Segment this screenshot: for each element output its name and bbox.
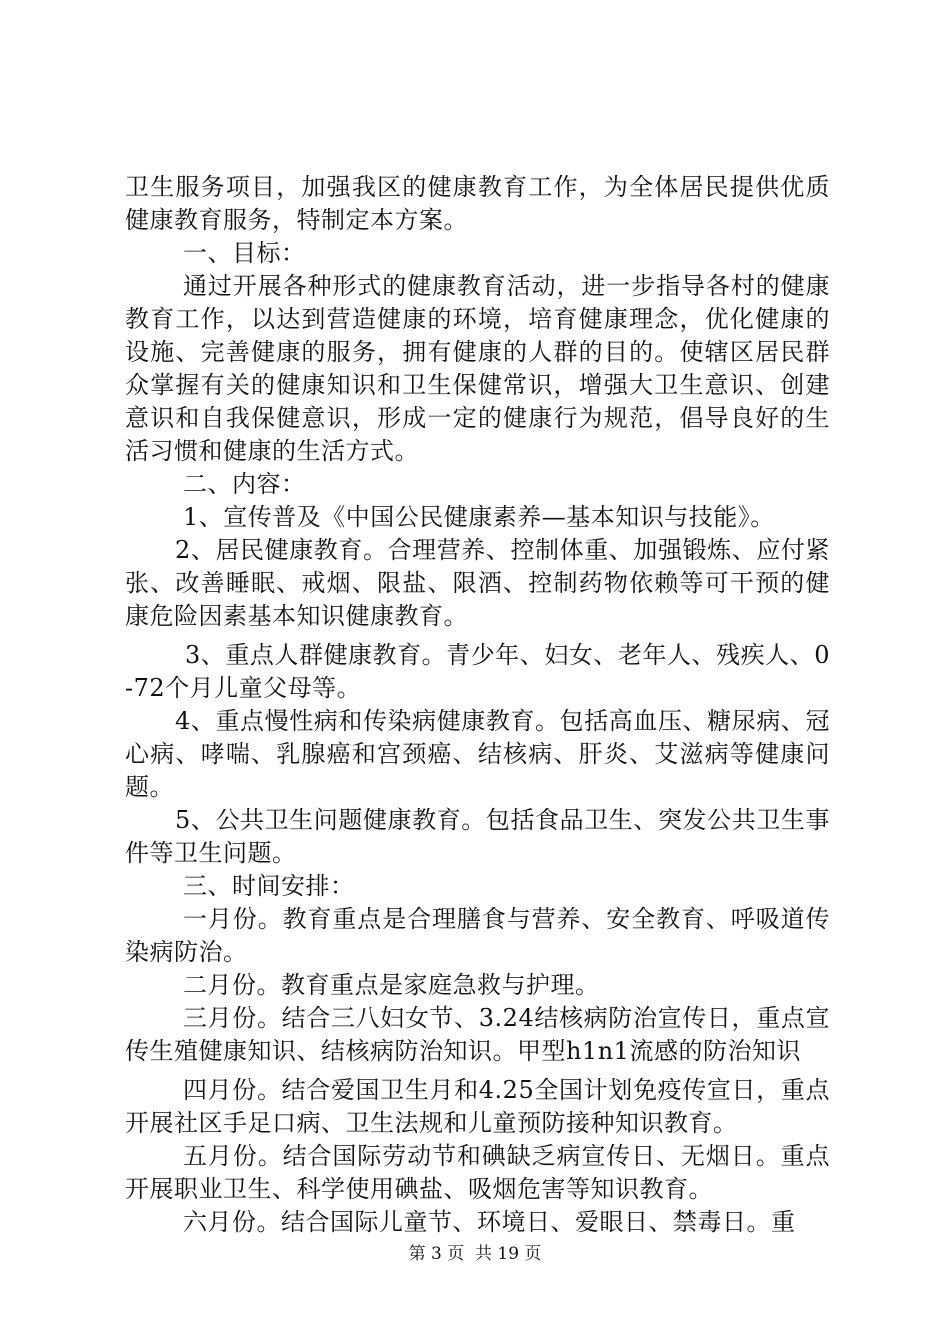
schedule-april: 四月份。结合爱国卫生月和4.25全国计划免疫传宣日，重点开展社区手足口病、卫生法规和儿童预防接种知识教育。 [125,1076,830,1137]
content-item-4: 4、重点慢性病和传染病健康教育。包括高血压、糖尿病、冠心病、哮喘、乳腺癌和宫颈癌、结核病、肝炎、艾滋病等健康问题。 [125,707,830,801]
heading-goals: 一、目标： [183,239,306,267]
page-number-label: 第 3 页 共 19 页 [408,1244,542,1264]
paragraph-intro: 卫生服务项目，加强我区的健康教育工作，为全体居民提供优质健康教育服务，特制定本方案。 [125,173,830,234]
schedule-february: 二月份。教育重点是家庭急救与护理。 [183,971,600,999]
content-item-3: 3、重点人群健康教育。青少年、妇女、老年人、残疾人、0-72个月儿童父母等。 [125,641,830,702]
schedule-march: 三月份。结合三八妇女节、3.24结核病防治宣传日，重点宣传生殖健康知识、结核病防治知识。甲型h1n1流感的防治知识 [125,1004,830,1065]
document-body [125,171,830,1239]
content-item-1: 1、宣传普及《中国公民健康素养—基本知识与技能》。 [183,503,775,531]
schedule-may: 五月份。结合国际劳动节和碘缺乏病宣传日、无烟日。重点开展职业卫生、科学使用碘盐、吸烟危害等知识教育。 [125,1142,830,1203]
heading-content: 二、内容： [183,470,306,498]
content-item-5: 5、公共卫生问题健康教育。包括食品卫生、突发公共卫生事件等卫生问题。 [125,806,830,867]
paragraph-goals: 通过开展各种形式的健康教育活动，进一步指导各村的健康教育工作，以达到营造健康的环境，培育健康理念，优化健康的设施、完善健康的服务，拥有健康的人群的目的。使辖区居民群众掌握有关的健康知识和卫生保健常识，增强大卫生意识、创建意识和自我保健意识，形成一定的健康行为规范，倡导良好的生活习惯和健康的生活方式。 [125,272,830,465]
heading-schedule: 三、时间安排： [183,872,355,900]
content-item-2: 2、居民健康教育。合理营养、控制体重、加强锻炼、应付紧张、改善睡眠、戒烟、限盐、限酒、控制药物依赖等可干预的健康危险因素基本知识健康教育。 [125,536,830,630]
schedule-january: 一月份。教育重点是合理膳食与营养、安全教育、呼吸道传染病防治。 [125,905,830,966]
schedule-june: 六月份。结合国际儿童节、环境日、爱眼日、禁毒日。重 [183,1208,796,1236]
page-footer [0,1243,950,1265]
